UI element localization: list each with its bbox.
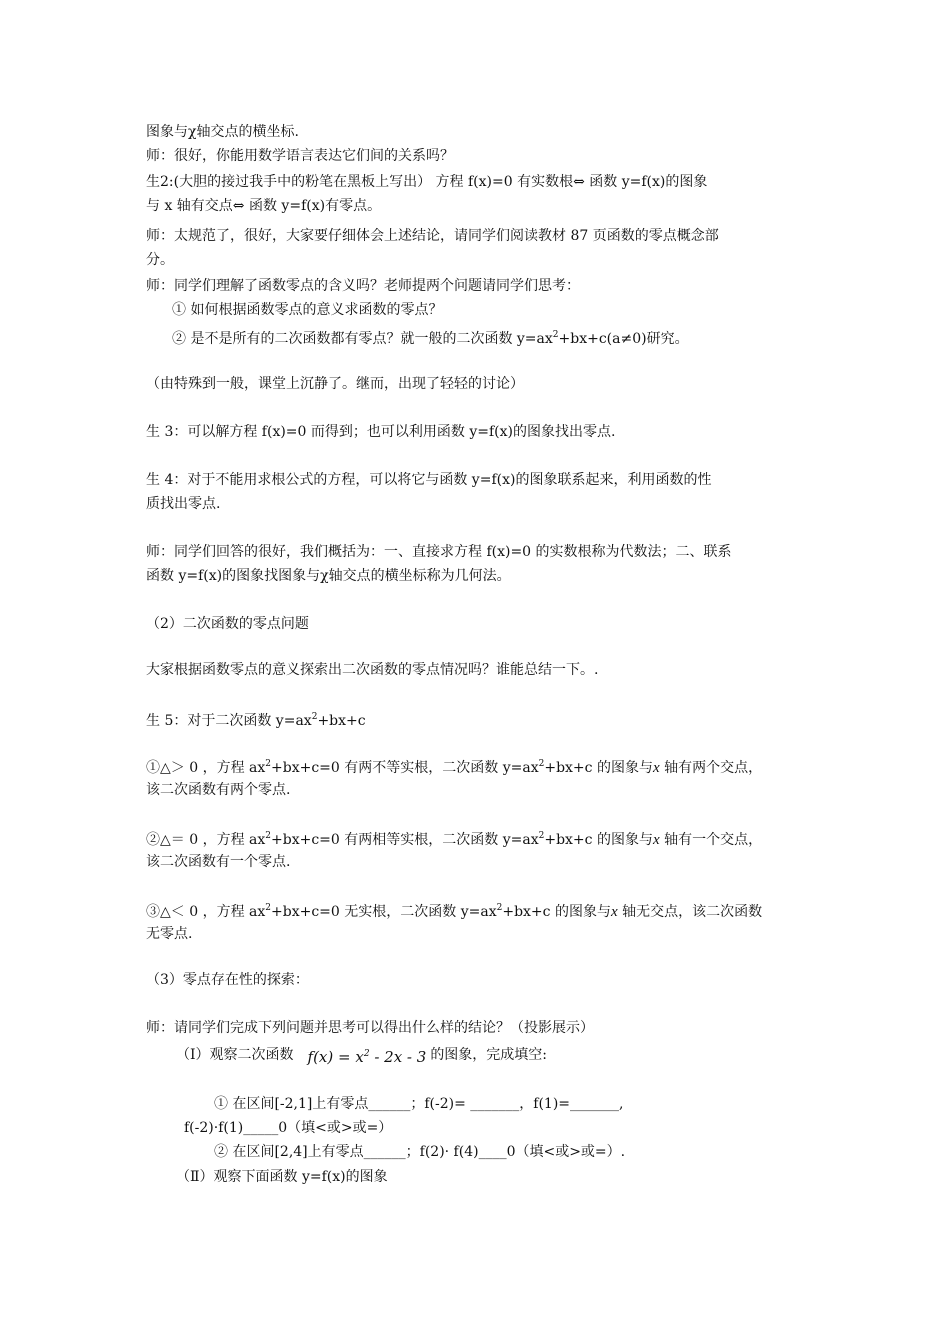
formula-part: - 2x - 3 [369,1048,427,1066]
text-span: +bx+c(a≠0)研究。 [558,331,689,347]
text-span: +bx+c 的图象与 [544,760,653,776]
x-symbol: x [652,760,660,776]
text-line [172,325,689,349]
superscript: 2 [265,903,272,913]
text-span: ①△＞ 0 ，方程 ax [146,760,266,776]
text-span: 轴无交点，该二次函数 [617,904,763,920]
text-line: 分。 [146,252,174,268]
text-line: 师：请同学们完成下列问题并思考可以得出什么样的结论？（投影展示） [146,1020,594,1036]
text-line [146,826,762,850]
text-line: （3）零点存在性的探索： [146,972,309,988]
text-line: 师：太规范了，很好，大家要仔细体会上述结论，请同学们阅读教材 87 页函数的零点概念部 [146,228,719,244]
text-line: f(-2)·f(1)_____0（填<或>或=） [184,1120,393,1136]
superscript: 2 [311,712,318,722]
text-span: ③△＜ 0 ，方程 ax [146,904,266,920]
text-line: 该二次函数有两个零点. [146,782,291,798]
text-line: （2）二次函数的零点问题 [146,616,309,632]
text-span: +bx+c=0 无实根，二次函数 y=ax [271,904,497,920]
formula [308,1048,427,1066]
text-line [176,1044,547,1067]
text-line: 图象与χ轴交点的横坐标. [146,124,299,140]
text-line: 师：同学们理解了函数零点的含义吗？老师提两个问题请同学们思考： [146,278,580,294]
text-span: 的图象，完成填空: [430,1047,548,1063]
text-line: 与 x 轴有交点⇔ 函数 y=f(x)有零点。 [146,198,382,214]
text-span: +bx+c 的图象与 [544,832,653,848]
text-line: 函数 y=f(x)的图象找图象与χ轴交点的横坐标称为几何法。 [146,568,511,584]
text-line: （Ⅱ）观察下面函数 y=f(x)的图象 [176,1169,388,1185]
text-span: +bx+c=0 有两相等实根，二次函数 y=ax [271,832,539,848]
text-line: 师：同学们回答的很好，我们概括为：一、直接求方程 f(x)=0 的实数根称为代数法；二、联系 [146,544,732,560]
text-line: 师：很好，你能用数学语言表达它们间的关系吗？ [146,148,454,164]
text-span: 生 5：对于二次函数 y=ax [146,713,312,729]
superscript: 2 [538,831,545,841]
superscript: 2 [363,1049,370,1059]
superscript: 2 [496,903,503,913]
text-line: 生 3：可以解方程 f(x)=0 而得到；也可以利用函数 y=f(x)的图象找出零点. [146,424,616,440]
superscript: 2 [265,759,272,769]
text-line: 生2:(大胆的接过我手中的粉笔在黑板上写出） 方程 f(x)=0 有实数根⇔ 函数 y=f(x)的图象 [146,174,708,190]
text-line [146,754,762,778]
text-span: 轴有一个交点， [659,832,763,848]
text-line: 质找出零点. [146,496,221,512]
text-line: ② 在区间[2,4]上有零点______；f(2)· f(4)____0（填<或>或=）. [214,1144,626,1160]
text-span: +bx+c [317,713,366,729]
x-symbol: x [652,832,660,848]
text-span: +bx+c=0 有两不等实根，二次函数 y=ax [271,760,539,776]
text-line: 生 4：对于不能用求根公式的方程，可以将它与函数 y=f(x)的图象联系起来，利用函数的性 [146,472,712,488]
text-line: ① 如何根据函数零点的意义求函数的零点？ [172,302,443,318]
superscript: 2 [265,831,272,841]
text-span: ②△＝ 0 ，方程 ax [146,832,266,848]
superscript: 2 [538,759,545,769]
text-line: 大家根据函数零点的意义探索出二次函数的零点情况吗？谁能总结一下。. [146,662,599,678]
superscript: 2 [552,330,559,340]
text-line: 无零点. [146,926,193,942]
text-span: +bx+c 的图象与 [502,904,611,920]
text-line: ① 在区间[-2,1]上有零点______；f(-2)= _______，f(1)=_______, [214,1096,624,1112]
text-line [146,707,366,731]
text-span: 轴有两个交点， [659,760,763,776]
formula-part: f(x) = x [307,1048,364,1066]
text-line [146,898,762,922]
x-symbol: x [610,904,618,920]
text-line: 该二次函数有一个零点. [146,854,291,870]
text-line: （由特殊到一般，课堂上沉静了。继而，出现了轻轻的讨论） [146,376,524,392]
text-span: ② 是不是所有的二次函数都有零点？就一般的二次函数 y=ax [172,331,553,347]
text-span: （Ⅰ）观察二次函数 [176,1047,294,1063]
